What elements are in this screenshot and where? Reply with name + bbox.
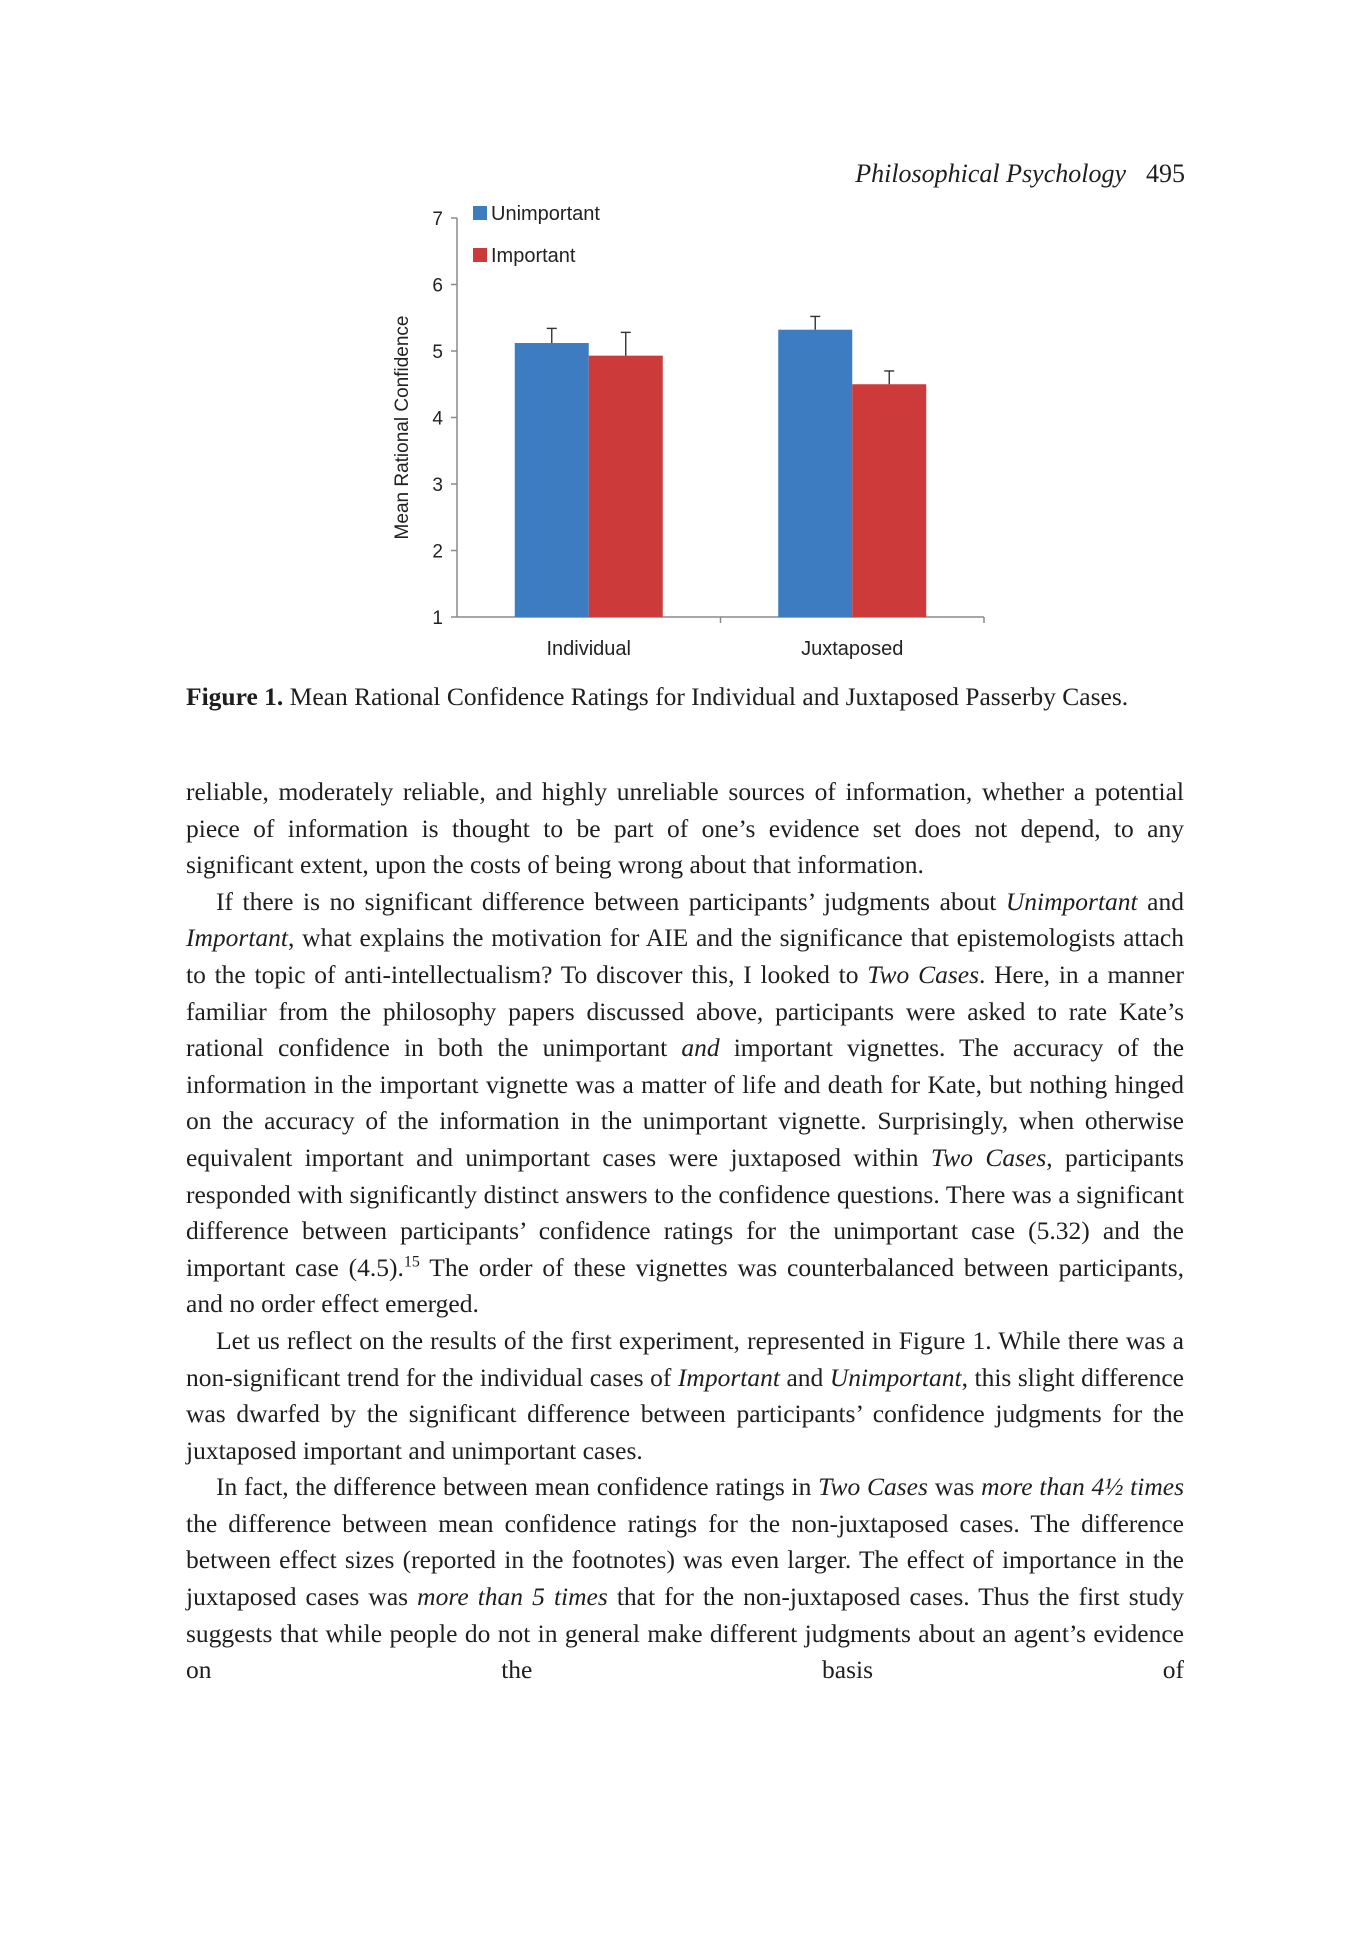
running-head xyxy=(855,158,1185,190)
emphasis: Two Cases xyxy=(930,1142,1047,1172)
text-span: the difference between mean confidence ratings for the non-juxtaposed cases. The difference between effect sizes (reported in the footnotes) was even larger. The effect of importance in the juxtaposed cases was xyxy=(186,1508,1184,1612)
bar-chart xyxy=(380,200,1000,670)
emphasis: Unimportant xyxy=(1005,886,1138,916)
emphasis: and xyxy=(681,1033,720,1063)
text-span: , participants responded with significantly distinct answers to the confidence questions. There was a significant difference between participants’ confidence ratings for the unimportant case (5.32) and the important case (4.5). xyxy=(186,1142,1184,1282)
emphasis: Unimportant xyxy=(829,1362,962,1392)
paragraph-1: reliable, moderately reliable, and highly unreliable sources of information, whether a potential piece of information is thought to be part of one’s evidence set does not depend, to any significant extent, upon the costs of being wrong about that information. xyxy=(186,777,1184,880)
text-span: that for the non-juxtaposed cases. Thus the first study suggests that while people do not in general make different judgments about an agent’s evidence on the basis of xyxy=(186,1582,1184,1685)
emphasis: Important xyxy=(186,923,288,953)
legend-swatch xyxy=(473,248,487,262)
emphasis: Two Cases xyxy=(818,1472,928,1502)
text-span: , this slight difference was dwarfed by the significant difference between participants’ confidence judgments for the juxtaposed important and unimportant cases. xyxy=(186,1362,1184,1465)
footnote-ref: 15 xyxy=(403,1253,420,1271)
text-span: . Here, in a manner familiar from the philosophy papers discussed above, participants were asked to rate Kate’s rational confidence in both the unimportant xyxy=(186,959,1184,1063)
y-tick-label: 7 xyxy=(432,209,443,230)
text-span: important vignettes. The accuracy of the information in the important vignette was a matter of life and death for Kate, but nothing hinged on the accuracy of the information in the unimportant vignette. Surprisingly, when otherwise equivalent important and unimportant cases were juxtaposed within xyxy=(186,1033,1185,1172)
text-span: , what explains the motivation for AIE and the significance that epistemologists attach to the topic of anti-intellectualism? To discover this, I looked to xyxy=(186,923,1184,989)
y-tick-label: 6 xyxy=(432,275,443,297)
caption-text: Mean Rational Confidence Ratings for Individual and Juxtaposed Passerby Cases. xyxy=(289,682,1129,711)
bar-important-individual xyxy=(589,356,663,617)
text-span: The order of these vignettes was counterbalanced between participants, and no order effect emerged. xyxy=(186,1252,1184,1319)
y-tick-label: 3 xyxy=(432,475,443,496)
text-span: and xyxy=(779,1362,830,1392)
body-text xyxy=(186,774,1184,1689)
text-span: and xyxy=(1137,886,1184,916)
text-span: Let us reflect on the results of the first experiment, represented in Figure 1. While there was a non-significant trend for the individual cases of xyxy=(186,1325,1184,1392)
emphasis: Important xyxy=(677,1362,780,1392)
emphasis: more than 4½ times xyxy=(981,1472,1184,1502)
y-tick-label: 5 xyxy=(432,342,443,363)
y-tick-label: 4 xyxy=(432,408,443,430)
bar-unimportant-juxtaposed xyxy=(778,330,852,617)
x-tick-label: Juxtaposed xyxy=(801,638,904,660)
y-tick-label: 1 xyxy=(432,608,443,629)
figure-caption xyxy=(186,680,1184,713)
bar-important-juxtaposed xyxy=(852,384,926,617)
paragraph-2 xyxy=(186,884,1184,1323)
page-number: 495 xyxy=(1146,159,1185,188)
text-span: was xyxy=(927,1472,982,1502)
legend-label: Important xyxy=(491,245,576,267)
bar-unimportant-individual xyxy=(515,343,589,617)
legend-label: Unimportant xyxy=(491,203,600,225)
paragraph-4 xyxy=(186,1469,1184,1689)
x-tick-label: Individual xyxy=(546,638,632,660)
y-tick-label: 2 xyxy=(432,541,443,563)
text-span: In fact, the difference between mean confidence ratings in xyxy=(216,1472,819,1502)
emphasis: more than 5 times xyxy=(417,1582,608,1612)
y-axis-label: Mean Rational Confidence xyxy=(392,315,413,540)
text-span: If there is no significant difference between participants’ judgments about xyxy=(216,886,1006,916)
journal-title: Philosophical Psychology xyxy=(855,159,1126,188)
legend-swatch xyxy=(473,206,487,220)
paragraph-3 xyxy=(186,1323,1184,1469)
caption-label: Figure 1. xyxy=(186,682,284,711)
emphasis: Two Cases xyxy=(867,959,979,989)
